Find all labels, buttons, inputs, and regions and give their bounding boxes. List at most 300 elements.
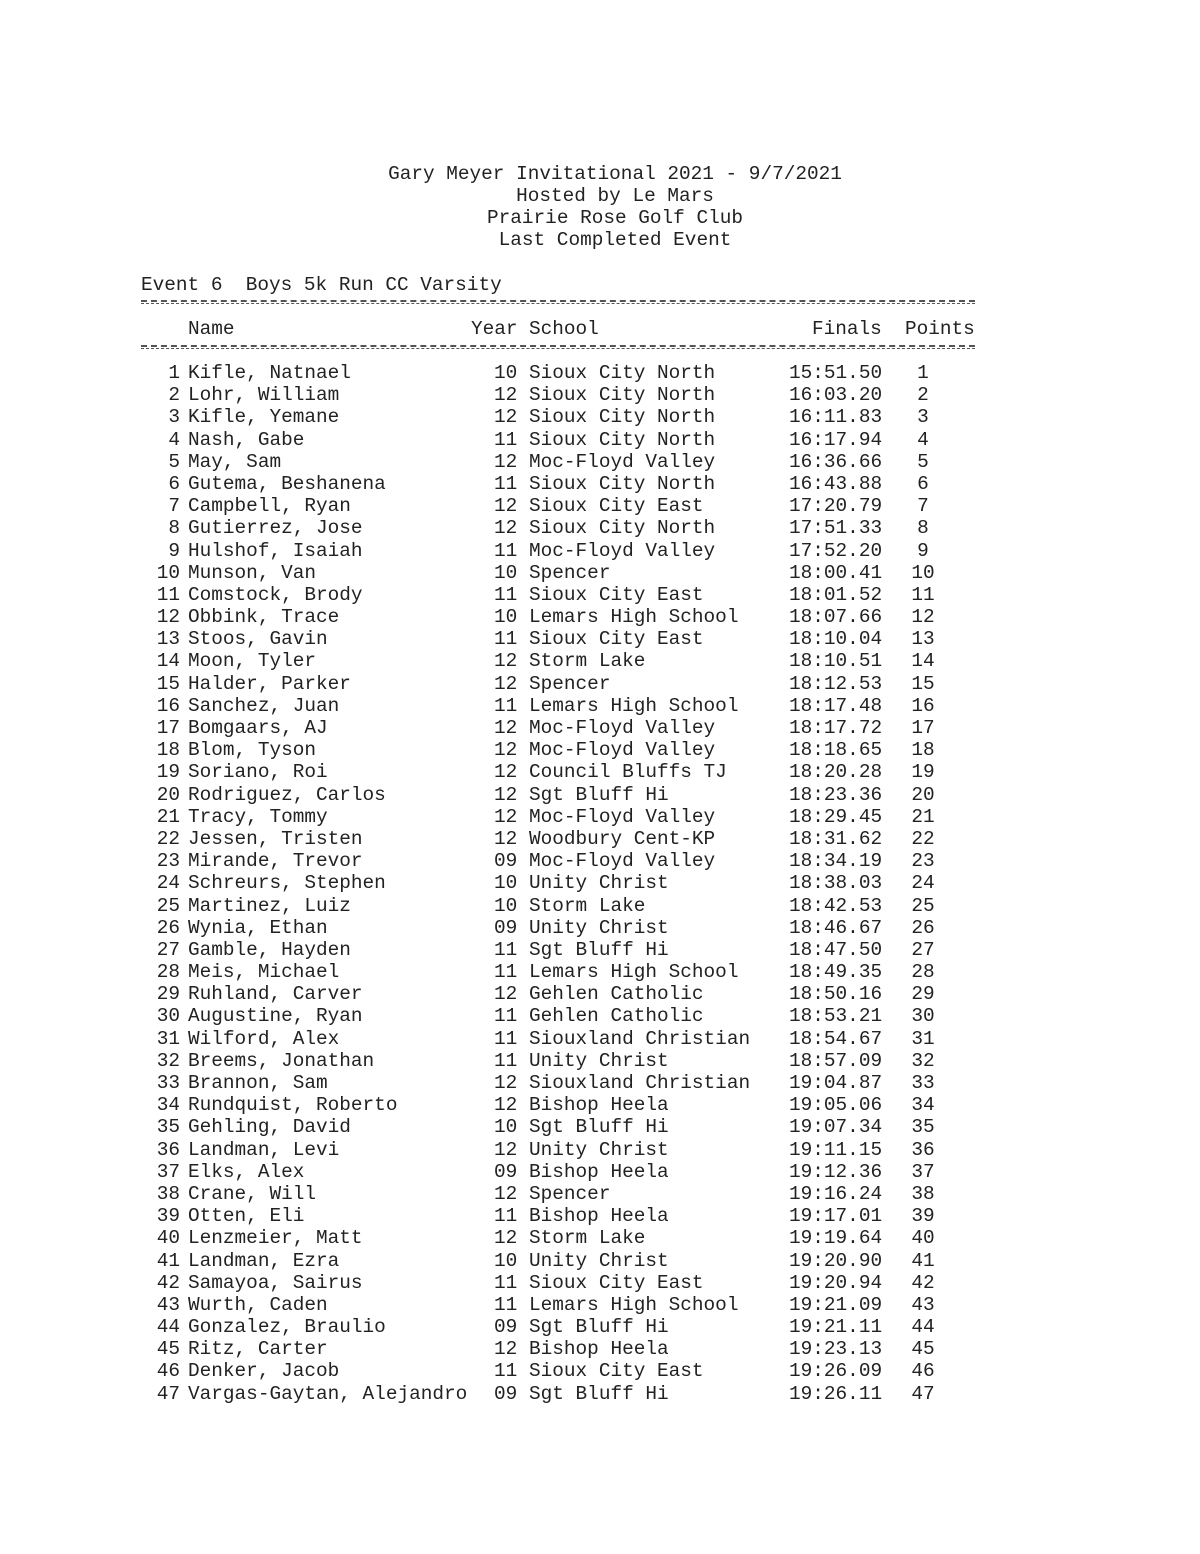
result-place: 47 — [156, 1382, 180, 1405]
result-row — [0, 606, 1200, 628]
result-row — [0, 1294, 1200, 1316]
result-place: 23 — [156, 850, 180, 873]
athlete-name: Ritz, Carter — [188, 1338, 328, 1361]
result-points: 47 — [911, 1382, 935, 1405]
athlete-year: 12 — [494, 1182, 518, 1205]
result-row — [0, 1316, 1200, 1338]
result-place: 44 — [156, 1316, 180, 1339]
finish-time: 19:17.01 — [789, 1205, 883, 1228]
result-row — [0, 1050, 1200, 1072]
result-row — [0, 1139, 1200, 1161]
result-place: 38 — [156, 1182, 180, 1205]
result-place: 13 — [156, 628, 180, 651]
athlete-school: Sioux City East — [529, 1360, 704, 1383]
result-points: 39 — [911, 1205, 935, 1228]
athlete-year: 12 — [494, 406, 518, 429]
athlete-school: Bishop Heela — [529, 1205, 669, 1228]
athlete-school: Council Bluffs TJ — [529, 761, 727, 784]
result-row — [0, 939, 1200, 961]
result-row — [0, 784, 1200, 806]
athlete-year: 12 — [494, 739, 518, 762]
result-place: 26 — [156, 916, 180, 939]
athlete-school: Lemars High School — [529, 1293, 739, 1316]
athlete-year: 12 — [494, 450, 518, 473]
athlete-year: 12 — [494, 761, 518, 784]
athlete-year: 12 — [494, 827, 518, 850]
result-points: 26 — [911, 916, 935, 939]
finish-time: 16:11.83 — [789, 406, 883, 429]
result-place: 19 — [156, 761, 180, 784]
athlete-name: Gonzalez, Braulio — [188, 1316, 386, 1339]
finish-time: 19:21.09 — [789, 1293, 883, 1316]
athlete-name: May, Sam — [188, 450, 282, 473]
athlete-name: Otten, Eli — [188, 1205, 305, 1228]
athlete-year: 12 — [494, 495, 518, 518]
result-points: 19 — [911, 761, 935, 784]
result-place: 39 — [156, 1205, 180, 1228]
finish-time: 16:03.20 — [789, 384, 883, 407]
athlete-year: 09 — [494, 1382, 518, 1405]
finish-time: 18:00.41 — [789, 561, 883, 584]
result-row — [0, 1116, 1200, 1138]
result-place: 16 — [156, 694, 180, 717]
result-row — [0, 429, 1200, 451]
result-points: 31 — [911, 1027, 935, 1050]
result-row — [0, 1072, 1200, 1094]
athlete-school: Storm Lake — [529, 894, 646, 917]
athlete-name: Rodriguez, Carlos — [188, 783, 386, 806]
result-points: 5 — [917, 450, 929, 473]
finish-time: 18:47.50 — [789, 938, 883, 961]
result-place: 22 — [156, 827, 180, 850]
athlete-name: Obbink, Trace — [188, 606, 340, 629]
finish-time: 18:50.16 — [789, 983, 883, 1006]
result-points: 44 — [911, 1316, 935, 1339]
result-place: 9 — [168, 539, 180, 562]
athlete-school: Spencer — [529, 1182, 611, 1205]
result-place: 1 — [168, 362, 180, 384]
athlete-school: Unity Christ — [529, 1049, 669, 1072]
finish-time: 18:34.19 — [789, 850, 883, 873]
result-points: 3 — [917, 406, 929, 429]
athlete-year: 12 — [494, 783, 518, 806]
result-row — [0, 562, 1200, 584]
result-row — [0, 650, 1200, 672]
athlete-name: Vargas-Gaytan, Alejandro — [188, 1382, 468, 1405]
athlete-year: 11 — [494, 694, 518, 717]
athlete-year: 12 — [494, 650, 518, 673]
result-points: 13 — [911, 628, 935, 651]
athlete-year: 11 — [494, 472, 518, 495]
athlete-year: 11 — [494, 1293, 518, 1316]
result-points: 33 — [911, 1072, 935, 1094]
result-points: 29 — [911, 983, 935, 1006]
result-place: 29 — [156, 983, 180, 1006]
finish-time: 19:07.34 — [789, 1116, 883, 1139]
finish-time: 16:43.88 — [789, 472, 883, 495]
athlete-school: Unity Christ — [529, 916, 669, 939]
athlete-school: Sioux City East — [529, 583, 704, 606]
result-points: 9 — [917, 539, 929, 562]
column-header-name: Name — [188, 318, 235, 340]
result-points: 32 — [911, 1049, 935, 1072]
athlete-school: Spencer — [529, 672, 611, 695]
athlete-name: Mirande, Trevor — [188, 850, 363, 873]
athlete-school: Sgt Bluff Hi — [529, 783, 669, 806]
athlete-name: Wilford, Alex — [188, 1027, 340, 1050]
result-place: 15 — [156, 672, 180, 695]
result-place: 27 — [156, 938, 180, 961]
athlete-school: Gehlen Catholic — [529, 1005, 704, 1028]
athlete-name: Ruhland, Carver — [188, 983, 363, 1006]
athlete-school: Lemars High School — [529, 606, 739, 629]
result-place: 18 — [156, 739, 180, 762]
result-points: 12 — [911, 606, 935, 629]
athlete-school: Gehlen Catholic — [529, 983, 704, 1006]
result-points: 25 — [911, 894, 935, 917]
athlete-year: 12 — [494, 1072, 518, 1094]
athlete-name: Kifle, Yemane — [188, 406, 340, 429]
result-points: 20 — [911, 783, 935, 806]
athlete-year: 11 — [494, 1027, 518, 1050]
finish-time: 18:49.35 — [789, 961, 883, 984]
finish-time: 18:38.03 — [789, 872, 883, 895]
athlete-name: Sanchez, Juan — [188, 694, 340, 717]
result-place: 20 — [156, 783, 180, 806]
athlete-school: Storm Lake — [529, 650, 646, 673]
athlete-year: 11 — [494, 1205, 518, 1228]
athlete-name: Denker, Jacob — [188, 1360, 340, 1383]
result-row — [0, 1338, 1200, 1360]
finish-time: 18:54.67 — [789, 1027, 883, 1050]
result-row — [0, 628, 1200, 650]
meet-title: Gary Meyer Invitational 2021 - 9/7/2021 — [388, 163, 842, 185]
result-place: 3 — [168, 406, 180, 429]
athlete-name: Hulshof, Isaiah — [188, 539, 363, 562]
athlete-name: Augustine, Ryan — [188, 1005, 363, 1028]
result-points: 21 — [911, 805, 935, 828]
result-points: 14 — [911, 650, 935, 673]
result-place: 17 — [156, 717, 180, 739]
result-place: 35 — [156, 1116, 180, 1139]
athlete-school: Sioux City North — [529, 362, 716, 384]
athlete-name: Martinez, Luiz — [188, 894, 351, 917]
result-points: 2 — [917, 384, 929, 407]
result-row — [0, 1383, 1200, 1405]
column-header-year: Year — [471, 318, 518, 340]
athlete-school: Sioux City North — [529, 472, 716, 495]
finish-time: 18:10.04 — [789, 628, 883, 651]
finish-time: 18:01.52 — [789, 583, 883, 606]
finish-time: 18:57.09 — [789, 1049, 883, 1072]
result-place: 6 — [168, 472, 180, 495]
event-title: Event 6 Boys 5k Run CC Varsity — [141, 274, 502, 296]
finish-time: 18:18.65 — [789, 739, 883, 762]
result-row — [0, 895, 1200, 917]
finish-time: 17:20.79 — [789, 495, 883, 518]
athlete-year: 11 — [494, 1271, 518, 1294]
finish-time: 16:36.66 — [789, 450, 883, 473]
result-row — [0, 761, 1200, 783]
result-points: 28 — [911, 961, 935, 984]
athlete-school: Bishop Heela — [529, 1094, 669, 1117]
athlete-year: 11 — [494, 628, 518, 651]
result-row — [0, 739, 1200, 761]
athlete-name: Meis, Michael — [188, 961, 340, 984]
result-row — [0, 850, 1200, 872]
result-points: 1 — [917, 362, 929, 384]
result-points: 43 — [911, 1293, 935, 1316]
athlete-name: Gehling, David — [188, 1116, 351, 1139]
result-points: 16 — [911, 694, 935, 717]
athlete-name: Stoos, Gavin — [188, 628, 328, 651]
athlete-name: Samayoa, Sairus — [188, 1271, 363, 1294]
result-place: 8 — [168, 517, 180, 540]
athlete-year: 11 — [494, 539, 518, 562]
finish-time: 18:42.53 — [789, 894, 883, 917]
athlete-year: 12 — [494, 517, 518, 540]
result-place: 37 — [156, 1160, 180, 1183]
athlete-year: 10 — [494, 606, 518, 629]
finish-time: 19:26.11 — [789, 1382, 883, 1405]
result-place: 2 — [168, 384, 180, 407]
result-row — [0, 1161, 1200, 1183]
result-points: 42 — [911, 1271, 935, 1294]
result-row — [0, 872, 1200, 894]
finish-time: 19:12.36 — [789, 1160, 883, 1183]
result-points: 37 — [911, 1160, 935, 1183]
athlete-school: Bishop Heela — [529, 1160, 669, 1183]
athlete-year: 09 — [494, 1316, 518, 1339]
result-place: 31 — [156, 1027, 180, 1050]
athlete-school: Sioux City East — [529, 495, 704, 518]
result-points: 4 — [917, 428, 929, 451]
result-place: 21 — [156, 805, 180, 828]
athlete-year: 12 — [494, 805, 518, 828]
athlete-name: Wynia, Ethan — [188, 916, 328, 939]
athlete-name: Lohr, William — [188, 384, 340, 407]
result-place: 11 — [156, 583, 180, 606]
result-row — [0, 1272, 1200, 1294]
result-points: 38 — [911, 1182, 935, 1205]
result-points: 27 — [911, 938, 935, 961]
athlete-name: Campbell, Ryan — [188, 495, 351, 518]
athlete-school: Sioux City East — [529, 628, 704, 651]
athlete-year: 12 — [494, 983, 518, 1006]
athlete-year: 12 — [494, 1094, 518, 1117]
result-place: 7 — [168, 495, 180, 518]
athlete-name: Wurth, Caden — [188, 1293, 328, 1316]
athlete-school: Sioux City North — [529, 517, 716, 540]
result-place: 33 — [156, 1072, 180, 1094]
result-points: 15 — [911, 672, 935, 695]
athlete-year: 10 — [494, 894, 518, 917]
result-points: 30 — [911, 1005, 935, 1028]
result-row — [0, 362, 1200, 384]
result-points: 6 — [917, 472, 929, 495]
athlete-year: 12 — [494, 1227, 518, 1250]
athlete-school: Lemars High School — [529, 961, 739, 984]
finish-time: 16:17.94 — [789, 428, 883, 451]
result-place: 36 — [156, 1138, 180, 1161]
result-points: 8 — [917, 517, 929, 540]
result-place: 28 — [156, 961, 180, 984]
finish-time: 19:19.64 — [789, 1227, 883, 1250]
result-place: 24 — [156, 872, 180, 895]
athlete-name: Lenzmeier, Matt — [188, 1227, 363, 1250]
athlete-school: Moc-Floyd Valley — [529, 450, 716, 473]
finish-time: 19:20.90 — [789, 1249, 883, 1272]
result-place: 45 — [156, 1338, 180, 1361]
athlete-school: Unity Christ — [529, 872, 669, 895]
athlete-name: Brannon, Sam — [188, 1072, 328, 1094]
finish-time: 18:53.21 — [789, 1005, 883, 1028]
athlete-year: 12 — [494, 1138, 518, 1161]
athlete-year: 11 — [494, 428, 518, 451]
result-row — [0, 1360, 1200, 1382]
athlete-school: Sioux City North — [529, 406, 716, 429]
finish-time: 17:51.33 — [789, 517, 883, 540]
result-points: 35 — [911, 1116, 935, 1139]
result-points: 46 — [911, 1360, 935, 1383]
result-place: 14 — [156, 650, 180, 673]
result-row — [0, 1227, 1200, 1249]
result-place: 43 — [156, 1293, 180, 1316]
athlete-year: 10 — [494, 1249, 518, 1272]
finish-time: 19:23.13 — [789, 1338, 883, 1361]
result-place: 32 — [156, 1049, 180, 1072]
athlete-year: 10 — [494, 1116, 518, 1139]
athlete-year: 10 — [494, 561, 518, 584]
athlete-school: Moc-Floyd Valley — [529, 850, 716, 873]
athlete-school: Sgt Bluff Hi — [529, 1382, 669, 1405]
header-rule-top — [141, 300, 975, 304]
athlete-name: Crane, Will — [188, 1182, 316, 1205]
athlete-name: Breems, Jonathan — [188, 1049, 375, 1072]
result-points: 24 — [911, 872, 935, 895]
athlete-name: Landman, Levi — [188, 1138, 340, 1161]
result-points: 18 — [911, 739, 935, 762]
athlete-name: Gamble, Hayden — [188, 938, 351, 961]
result-row — [0, 1094, 1200, 1116]
finish-time: 18:12.53 — [789, 672, 883, 695]
finish-time: 18:23.36 — [789, 783, 883, 806]
athlete-school: Siouxland Christian — [529, 1072, 751, 1094]
athlete-year: 09 — [494, 850, 518, 873]
result-points: 23 — [911, 850, 935, 873]
finish-time: 18:07.66 — [789, 606, 883, 629]
athlete-year: 12 — [494, 717, 518, 739]
result-row — [0, 961, 1200, 983]
athlete-school: Storm Lake — [529, 1227, 646, 1250]
result-row — [0, 806, 1200, 828]
finish-time: 15:51.50 — [789, 362, 883, 384]
athlete-year: 11 — [494, 1049, 518, 1072]
athlete-school: Moc-Floyd Valley — [529, 805, 716, 828]
result-row — [0, 1005, 1200, 1027]
result-place: 46 — [156, 1360, 180, 1383]
result-points: 11 — [911, 583, 935, 606]
athlete-year: 11 — [494, 938, 518, 961]
athlete-school: Spencer — [529, 561, 611, 584]
result-row — [0, 1205, 1200, 1227]
finish-time: 19:20.94 — [789, 1271, 883, 1294]
finish-time: 19:05.06 — [789, 1094, 883, 1117]
meet-status: Last Completed Event — [498, 229, 732, 251]
column-header-finals: Finals — [812, 318, 882, 340]
result-points: 36 — [911, 1138, 935, 1161]
results-list — [0, 362, 1200, 1405]
athlete-year: 10 — [494, 872, 518, 895]
athlete-name: Jessen, Tristen — [188, 827, 363, 850]
athlete-year: 10 — [494, 362, 518, 384]
result-place: 40 — [156, 1227, 180, 1250]
athlete-school: Sioux City East — [529, 1271, 704, 1294]
result-points: 41 — [911, 1249, 935, 1272]
athlete-school: Sgt Bluff Hi — [529, 1116, 669, 1139]
finish-time: 18:20.28 — [789, 761, 883, 784]
result-place: 41 — [156, 1249, 180, 1272]
athlete-year: 11 — [494, 583, 518, 606]
athlete-school: Moc-Floyd Valley — [529, 717, 716, 739]
result-row — [0, 673, 1200, 695]
athlete-name: Comstock, Brody — [188, 583, 363, 606]
result-place: 25 — [156, 894, 180, 917]
athlete-year: 09 — [494, 1160, 518, 1183]
athlete-school: Lemars High School — [529, 694, 739, 717]
athlete-name: Schreurs, Stephen — [188, 872, 386, 895]
result-row — [0, 384, 1200, 406]
result-row — [0, 1028, 1200, 1050]
result-points: 40 — [911, 1227, 935, 1250]
athlete-year: 12 — [494, 384, 518, 407]
result-row — [0, 1250, 1200, 1272]
meet-host: Hosted by Le Mars — [516, 185, 714, 207]
result-points: 7 — [917, 495, 929, 518]
athlete-school: Sgt Bluff Hi — [529, 938, 669, 961]
finish-time: 19:16.24 — [789, 1182, 883, 1205]
athlete-name: Moon, Tyler — [188, 650, 316, 673]
result-row — [0, 406, 1200, 428]
finish-time: 18:31.62 — [789, 827, 883, 850]
athlete-school: Moc-Floyd Valley — [529, 539, 716, 562]
athlete-year: 11 — [494, 1005, 518, 1028]
athlete-name: Halder, Parker — [188, 672, 351, 695]
athlete-year: 11 — [494, 961, 518, 984]
result-row — [0, 495, 1200, 517]
result-row — [0, 983, 1200, 1005]
athlete-name: Soriano, Roi — [188, 761, 328, 784]
result-place: 5 — [168, 450, 180, 473]
result-points: 34 — [911, 1094, 935, 1117]
result-points: 45 — [911, 1338, 935, 1361]
result-row — [0, 695, 1200, 717]
athlete-school: Sioux City North — [529, 384, 716, 407]
result-row — [0, 540, 1200, 562]
athlete-year: 09 — [494, 916, 518, 939]
athlete-name: Bomgaars, AJ — [188, 717, 328, 739]
result-row — [0, 717, 1200, 739]
result-place: 10 — [156, 561, 180, 584]
result-place: 34 — [156, 1094, 180, 1117]
finish-time: 18:29.45 — [789, 805, 883, 828]
athlete-name: Rundquist, Roberto — [188, 1094, 398, 1117]
athlete-school: Sioux City North — [529, 428, 716, 451]
finish-time: 19:26.09 — [789, 1360, 883, 1383]
athlete-name: Tracy, Tommy — [188, 805, 328, 828]
finish-time: 18:46.67 — [789, 916, 883, 939]
result-row — [0, 584, 1200, 606]
